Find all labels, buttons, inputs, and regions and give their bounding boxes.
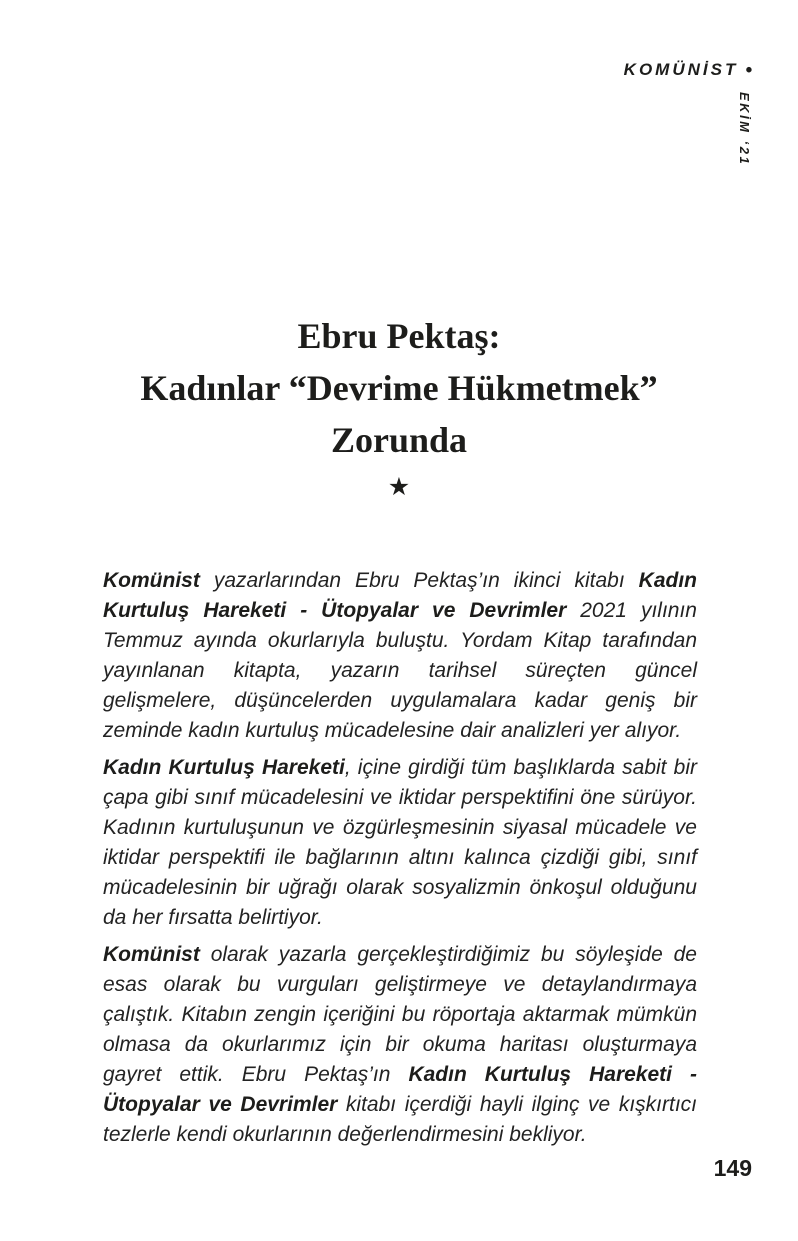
star-divider-icon: ★	[387, 473, 411, 501]
body-text: , içine girdiği tüm başlıklarda sabit bir çapa gibi sınıf mücadelesini ve iktidar perspektifini öne sürüyor. Kadının kurtuluşunun ve özgürleşmesinin siyasal mücadele ve iktidar perspektifi ile bağlarının altını kalınca çizdiği gibi, sınıf mücadelesinin bir uğrağı olarak sosyalizmin önkoşul olduğunu da her fırsatta belirtiyor.	[103, 756, 697, 929]
article-title-line-3: Zorunda	[330, 420, 468, 460]
body-paragraph	[103, 753, 697, 933]
bullet-icon: •	[745, 59, 752, 81]
page-number: 149	[713, 1155, 752, 1181]
body-text: olarak yazarla gerçekleştirdiğimiz bu söyleşide de esas olarak bu vurguları geliştirmeye ve detaylandırmaya çalıştık. Kitabın zengin içeriğini bu röportaja aktarmak mümkün olmasa da okurlarımız için bir okuma haritası oluşturmaya gayret ettik. Ebru Pektaş’ın	[103, 943, 697, 1086]
emphasis-text: Komünist	[103, 569, 200, 592]
article-body	[103, 566, 697, 1157]
journal-name: KOMÜNİST	[623, 60, 739, 79]
body-text: 2021 yılının Temmuz ayında okurlarıyla buluştu. Yordam Kitap tarafından yayınlanan kitapta, yazarın tarihsel süreçten güncel gelişmelere, düşüncelerden uygulamalara kadar geniş bir zeminde kadın kurtuluş mücadelesine dair analizleri yer alıyor.	[103, 599, 697, 742]
body-paragraph	[103, 940, 697, 1150]
emphasis-text: Kadın Kurtuluş Hareketi	[103, 756, 345, 779]
issue-date-vertical: EKİM ‘21	[737, 92, 752, 167]
emphasis-text: Kadın Kurtuluş Hareketi - Ütopyalar ve Devrimler	[103, 569, 697, 622]
emphasis-text: Kadın Kurtuluş Hareketi - Ütopyalar ve Devrimler	[103, 1063, 697, 1116]
article-title-line-1: Ebru Pektaş:	[297, 316, 501, 356]
body-paragraph	[103, 566, 697, 746]
emphasis-text: Komünist	[103, 943, 200, 966]
body-text: yazarlarından Ebru Pektaş’ın ikinci kitabı	[199, 569, 639, 592]
journal-header	[624, 60, 752, 80]
article-title-line-2: Kadınlar “Devrime Hükmetmek”	[140, 368, 658, 408]
body-text: kitabı içerdiği hayli ilginç ve kışkırtıcı tezlerle kendi okurlarının değerlendirmesini bekliyor.	[103, 1093, 697, 1146]
article-title	[0, 310, 798, 466]
